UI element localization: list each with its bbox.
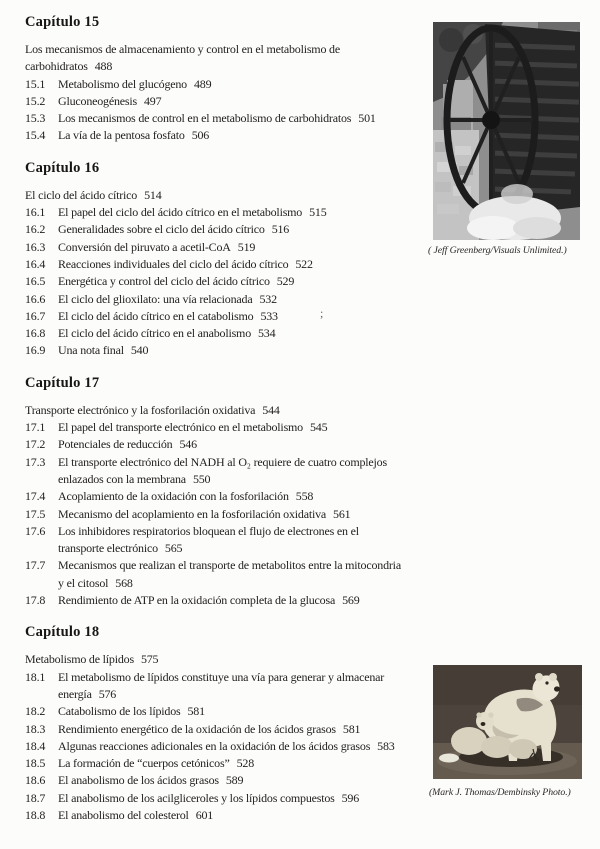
section-number: 18.5: [25, 756, 46, 771]
chapter-title-line: Metabolismo de lípidos: [25, 652, 134, 667]
section-title-line: Catabolismo de los lípidos: [58, 704, 181, 719]
section-title: [58, 738, 465, 755]
section-title-line: El ciclo del ácido cítrico en el catabolismo: [58, 308, 254, 323]
section-title-line: transporte electrónico: [58, 541, 158, 556]
section-title-line: Los mecanismos de control en el metabolismo de carbohidratos: [58, 111, 352, 126]
section-page: 545: [309, 420, 328, 435]
scan-artifact: ;: [320, 306, 324, 320]
section-page: 561: [333, 506, 351, 521]
section-title: [58, 755, 465, 772]
section-number: 16.1: [25, 205, 46, 220]
section-number: 17.1: [25, 420, 46, 435]
section-title: [58, 703, 465, 720]
toc-entry: [25, 204, 465, 221]
toc-entry: [25, 488, 465, 505]
section-page: 516: [271, 222, 290, 237]
section-number: 18.1: [25, 669, 46, 684]
section-title-line: El papel del ciclo del ácido cítrico en el metabolismo: [58, 205, 303, 220]
chapter-title: [25, 41, 465, 76]
section-title-line: El transporte electrónico del NADH al O₂ requiere de cuatro complejos: [58, 454, 387, 469]
toc-entry: [25, 592, 465, 609]
section-title: [58, 419, 465, 436]
section-title-line: Gluconeogénesis: [58, 93, 137, 108]
section-number: 16.7: [25, 308, 46, 323]
chapter-title-line: carbohidratos: [25, 59, 88, 74]
section-page: 519: [237, 239, 256, 254]
section-number: 18.7: [25, 790, 46, 805]
section-page: 489: [193, 76, 212, 91]
section-title-line: El papel del transporte electrónico en el metabolismo: [58, 420, 303, 435]
section-number: 17.7: [25, 558, 46, 573]
section-title: [58, 557, 465, 592]
section-page: 522: [295, 256, 313, 271]
section-title: [58, 325, 465, 342]
section-page: 534: [258, 326, 276, 341]
section-title: [58, 488, 465, 505]
toc-entry: [25, 308, 465, 325]
section-number: 16.5: [25, 274, 46, 289]
section-number: 18.4: [25, 738, 46, 753]
toc-entry: [25, 738, 465, 755]
toc-entry: [25, 454, 465, 489]
section-title: [58, 76, 465, 93]
section-title-line: El metabolismo de lípidos constituye una vía para generar y almacenar: [58, 669, 385, 684]
section-title: [58, 93, 465, 110]
section-title: [58, 291, 465, 308]
section-number: 17.6: [25, 523, 46, 538]
section-page: 532: [259, 291, 277, 306]
section-number: 15.3: [25, 111, 46, 126]
section-page: 506: [191, 128, 210, 143]
toc-entry: [25, 721, 465, 738]
section-title-line: El ciclo del glioxilato: una vía relacionada: [58, 291, 253, 306]
section-page: 576: [98, 686, 117, 701]
chapter-title-line: Transporte electrónico y la fosforilación oxidativa: [25, 402, 256, 417]
section-page: 540: [130, 343, 149, 358]
section-number: 18.3: [25, 721, 46, 736]
section-number: 17.5: [25, 506, 46, 521]
section-title-line: y el citosol: [58, 575, 109, 590]
section-number: 17.3: [25, 454, 46, 469]
section-title-line: Mecanismo del acoplamiento en la fosforilación oxidativa: [58, 506, 327, 521]
toc-entry: [25, 436, 465, 453]
water-wheel-caption: ( Jeff Greenberg/Visuals Unlimited.): [428, 245, 567, 256]
chapter-heading: Capítulo 17: [25, 374, 100, 391]
section-page: 601: [195, 807, 214, 822]
section-title-line: Reacciones individuales del ciclo del ácido cítrico: [58, 256, 289, 271]
section-title-line: El anabolismo de los acilgliceroles y los lípidos compuestos: [58, 790, 335, 805]
section-title-line: Acoplamiento de la oxidación con la fosforilación: [58, 489, 289, 504]
section-title: [58, 308, 465, 325]
section-page: 581: [342, 721, 361, 736]
section-title: [58, 721, 465, 738]
section-page: 515: [309, 205, 327, 220]
section-title-line: Conversión del piruvato a acetil-CoA: [58, 239, 231, 254]
section-title-line: El ciclo del ácido cítrico en el anabolismo: [58, 326, 251, 341]
section-number: 15.4: [25, 128, 46, 143]
section-title: [58, 273, 465, 290]
section-title-line: enlazados con la membrana: [58, 471, 186, 486]
section-page: 581: [187, 704, 205, 719]
section-page: 550: [192, 471, 211, 486]
section-page: 583: [377, 738, 395, 753]
section-title-line: Los inhibidores respiratorios bloquean el flujo de electrones en el: [58, 523, 359, 538]
section-page: 529: [276, 274, 295, 289]
toc-entry: [25, 291, 465, 308]
section-title-line: El anabolismo de los ácidos grasos: [58, 773, 219, 788]
section-page: 568: [115, 575, 133, 590]
section-title: [58, 807, 465, 824]
section-title-line: Metabolismo del glucógeno: [58, 76, 187, 91]
chapter-title: [25, 402, 465, 419]
chapter-page: 544: [262, 402, 280, 417]
section-number: 17.4: [25, 489, 46, 504]
section-title-line: Generalidades sobre el ciclo del ácido cítrico: [58, 222, 265, 237]
section-page: 528: [236, 756, 254, 771]
chapter-title: [25, 651, 465, 668]
table-of-contents: [25, 14, 465, 839]
section-title-line: El anabolismo del colesterol: [58, 807, 189, 822]
section-number: 16.9: [25, 343, 46, 358]
polar-bear-photo: [433, 665, 582, 779]
toc-entry: [25, 755, 465, 772]
section-number: 15.2: [25, 93, 46, 108]
chapter-title-line: Los mecanismos de almacenamiento y control en el metabolismo de: [25, 42, 340, 56]
water-wheel-photo: [433, 22, 580, 240]
toc-entry: [25, 790, 465, 807]
section-page: 565: [164, 541, 183, 556]
section-title-line: Algunas reacciones adicionales en la oxidación de los ácidos grasos: [58, 738, 371, 753]
chapter-heading: Capítulo 16: [25, 159, 100, 176]
section-number: 16.8: [25, 326, 46, 341]
section-number: 16.4: [25, 256, 46, 271]
section-number: 15.1: [25, 76, 46, 91]
chapter-page: 514: [144, 187, 162, 202]
section-title-line: Energética y control del ciclo del ácido cítrico: [58, 274, 270, 289]
section-page: 546: [179, 437, 197, 452]
toc-entry: [25, 419, 465, 436]
section-title-line: Potenciales de reducción: [58, 437, 173, 452]
section-number: 16.3: [25, 239, 46, 254]
section-title: [58, 506, 465, 523]
section-number: 18.8: [25, 807, 46, 822]
chapter-block-15: [25, 14, 465, 145]
chapter-page: 488: [94, 59, 113, 74]
toc-entry: [25, 772, 465, 789]
section-number: 17.8: [25, 593, 46, 608]
section-page: 501: [358, 111, 376, 126]
section-title: [58, 221, 465, 238]
section-title: [58, 127, 465, 144]
section-number: 18.6: [25, 773, 46, 788]
toc-entry: [25, 256, 465, 273]
section-title: [58, 256, 465, 273]
section-title: [58, 239, 465, 256]
section-page: 596: [341, 790, 360, 805]
toc-entry: [25, 506, 465, 523]
section-number: 17.2: [25, 437, 46, 452]
toc-entry: [25, 239, 465, 256]
section-title: [58, 454, 465, 489]
section-page: 533: [260, 308, 278, 323]
chapter-heading: Capítulo 18: [25, 624, 100, 641]
chapter-block-17: [25, 375, 465, 610]
section-title: [58, 204, 465, 221]
section-number: 18.2: [25, 704, 46, 719]
section-title-line: Mecanismos que realizan el transporte de metabolitos entre la mitocondria: [58, 558, 401, 573]
section-title: [58, 790, 465, 807]
toc-entry: [25, 93, 465, 110]
chapter-title: [25, 187, 465, 204]
toc-entry: [25, 273, 465, 290]
section-page: 497: [143, 93, 162, 108]
section-page: 558: [295, 489, 314, 504]
toc-entry: [25, 557, 465, 592]
polar-bear-caption: (Mark J. Thomas/Dembinsky Photo.): [429, 787, 571, 798]
section-page: 589: [225, 773, 244, 788]
section-title-line: La formación de “cuerpos cetónicos”: [58, 756, 230, 771]
section-title: [58, 772, 465, 789]
section-title: [58, 669, 465, 704]
section-title-line: energía: [58, 686, 92, 701]
toc-entry: [25, 523, 465, 558]
section-title: [58, 436, 465, 453]
section-title: [58, 110, 465, 127]
toc-entry: [25, 110, 465, 127]
toc-entry: [25, 342, 465, 359]
toc-entry: [25, 76, 465, 93]
section-title-line: Una nota final: [58, 343, 124, 358]
section-title: [58, 592, 465, 609]
section-title: [58, 523, 465, 558]
chapter-heading: Capítulo 15: [25, 14, 100, 30]
toc-entry: [25, 669, 465, 704]
toc-entry: [25, 807, 465, 824]
section-title: [58, 342, 465, 359]
section-title-line: Rendimiento de ATP en la oxidación completa de la glucosa: [58, 593, 336, 608]
section-page: 569: [342, 593, 360, 608]
chapter-block-16: [25, 160, 465, 360]
toc-entry: [25, 127, 465, 144]
toc-entry: [25, 221, 465, 238]
section-title-line: Rendimiento energético de la oxidación de los ácidos grasos: [58, 721, 336, 736]
chapter-block-18: [25, 624, 465, 824]
toc-entry: [25, 325, 465, 342]
section-number: 16.2: [25, 222, 46, 237]
chapter-page: 575: [140, 652, 159, 667]
section-title-line: La vía de la pentosa fosfato: [58, 128, 185, 143]
toc-entry: [25, 703, 465, 720]
section-number: 16.6: [25, 291, 46, 306]
chapter-title-line: El ciclo del ácido cítrico: [25, 187, 138, 202]
